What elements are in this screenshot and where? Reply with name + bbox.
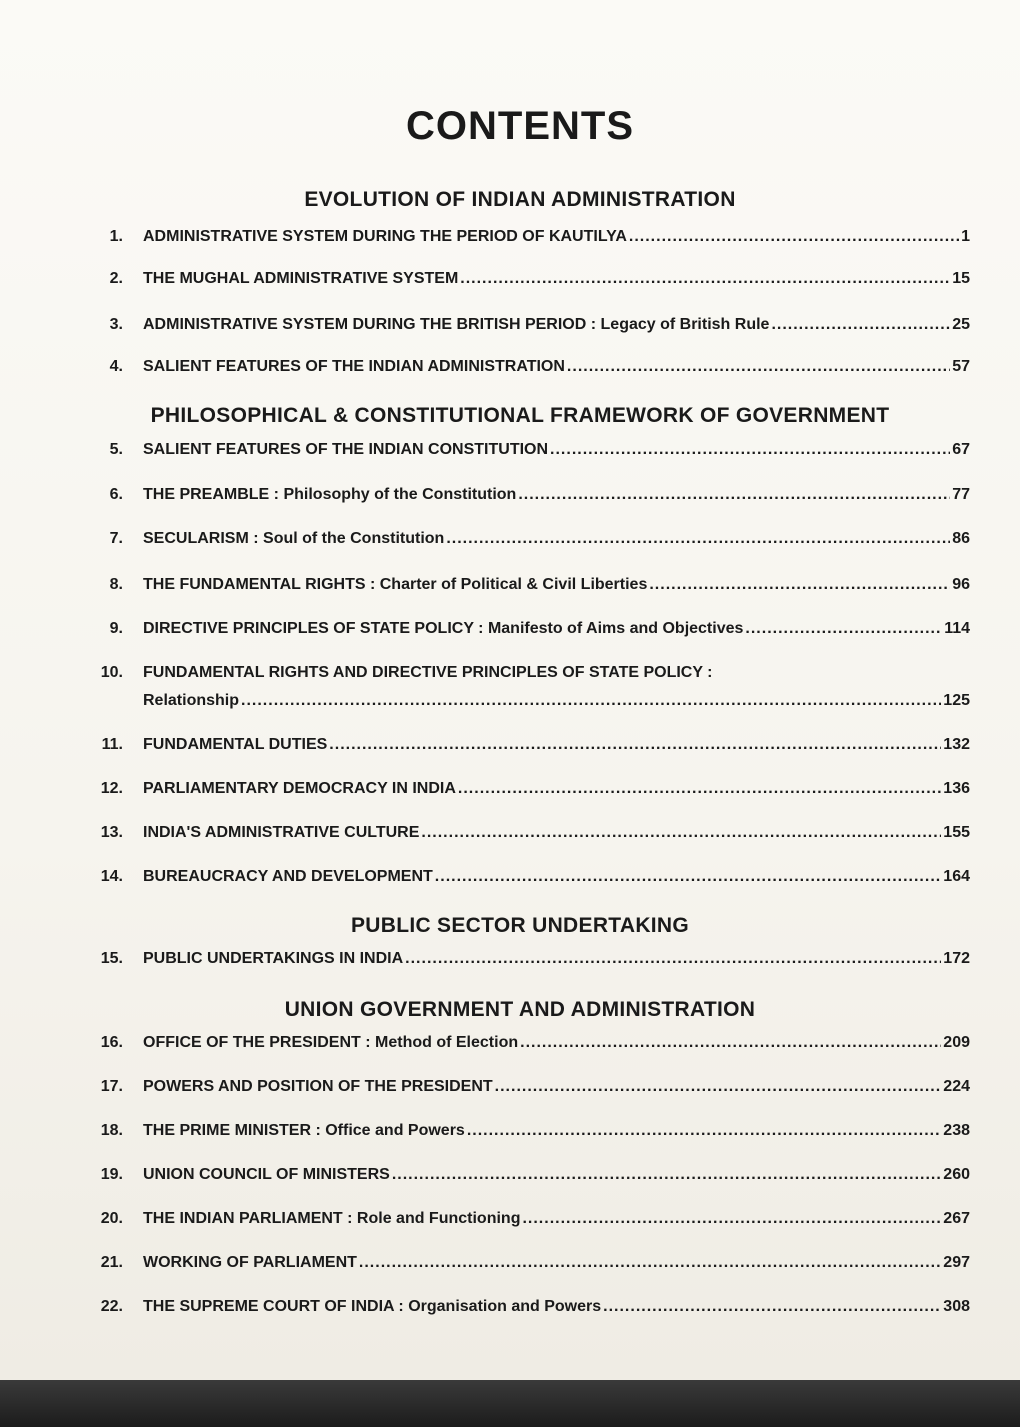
dot-leader [495,1078,942,1096]
entry-page: 15 [952,270,970,287]
entry-page: 86 [952,530,970,547]
entry-title: BUREAUCRACY AND DEVELOPMENT [143,868,433,885]
dot-leader [745,620,942,638]
entry-number: 12. [100,780,123,797]
entry-number: 2. [109,270,123,287]
dot-leader [567,358,950,376]
entry-title: INDIA'S ADMINISTRATIVE CULTURE [143,824,420,841]
entry-subtitle: Method of Election [375,1034,519,1051]
entry-number: 21. [100,1254,123,1271]
dot-leader [359,1254,941,1272]
entry-title: SECULARISM : [143,530,259,547]
entry-page: 96 [952,576,970,593]
section-heading: EVOLUTION OF INDIAN ADMINISTRATION [304,188,736,211]
entry-title: OFFICE OF THE PRESIDENT : [143,1034,371,1051]
entry-number: 17. [100,1078,123,1095]
entry-page: 209 [943,1034,970,1051]
entry-title: PARLIAMENTARY DEMOCRACY IN INDIA [143,780,456,797]
entry-page: 164 [943,868,970,885]
entry-title: THE INDIAN PARLIAMENT : [143,1210,353,1227]
dot-leader [458,780,941,798]
dot-leader [518,486,950,504]
entry-number: 15. [100,950,123,967]
dot-leader [405,950,941,968]
entry-number: 1. [109,228,123,245]
entry-number: 8. [109,576,123,593]
dot-leader [649,576,950,594]
page-title: CONTENTS [406,104,634,148]
dot-leader [392,1166,941,1184]
entry-title: UNION COUNCIL OF MINISTERS [143,1166,390,1183]
entry-title: SALIENT FEATURES OF THE INDIAN CONSTITUTION [143,441,549,458]
entry-number: 4. [109,358,123,375]
entry-title: THE MUGHAL ADMINISTRATIVE SYSTEM [143,270,459,287]
entry-page: 267 [943,1210,970,1227]
dot-leader [435,868,942,886]
dot-leader [550,441,950,459]
entry-page: 132 [943,736,970,753]
entry-page: 260 [943,1166,970,1183]
entry-page: 67 [952,441,970,458]
entry-title: DIRECTIVE PRINCIPLES OF STATE POLICY : [143,620,484,637]
entry-number: 6. [109,486,123,503]
entry-page: 1 [961,228,970,245]
entry-title: FUNDAMENTAL DUTIES [143,736,328,753]
entry-page: 125 [943,692,970,709]
entry-page: 25 [952,316,970,333]
dot-leader [241,692,941,710]
section-heading: PUBLIC SECTOR UNDERTAKING [350,914,690,937]
entry-subtitle: Organisation and Powers [408,1298,602,1315]
entry-title: WORKING OF PARLIAMENT [143,1254,357,1271]
entry-subtitle: Charter of Political & Civil Liberties [379,576,648,593]
entry-number: 20. [100,1210,123,1227]
dot-leader [771,316,950,334]
dot-leader [629,228,959,246]
entry-title: ADMINISTRATIVE SYSTEM DURING THE PERIOD OF KAUTILYA [143,228,627,245]
entry-subtitle: Role and Functioning [356,1210,521,1227]
entry-subtitle: Manifesto of Aims and Objectives [487,620,744,637]
dot-leader [421,824,941,842]
entry-number: 19. [100,1166,123,1183]
entry-title: FUNDAMENTAL RIGHTS AND DIRECTIVE PRINCIPLES OF STATE POLICY : [143,664,713,681]
entry-title: PUBLIC UNDERTAKINGS IN INDIA [143,950,404,967]
entry-number: 18. [100,1122,123,1139]
dot-leader [520,1034,941,1052]
section-heading: PHILOSOPHICAL & CONSTITUTIONAL FRAMEWORK OF GOVERNMENT [150,404,890,427]
scan-edge [0,1380,1020,1427]
entry-page: 238 [943,1122,970,1139]
entry-page: 308 [943,1298,970,1315]
entry-number: 16. [100,1034,123,1051]
entry-number: 5. [109,441,123,458]
entry-subtitle: Office and Powers [325,1122,465,1139]
entry-title: ADMINISTRATIVE SYSTEM DURING THE BRITISH PERIOD : [143,316,597,333]
entry-number: 13. [100,824,123,841]
entry-title: THE FUNDAMENTAL RIGHTS : [143,576,376,593]
entry-subtitle: Relationship [143,692,240,709]
entry-title: THE PREAMBLE : [143,486,279,503]
dot-leader [329,736,941,754]
entry-page: 172 [943,950,970,967]
dot-leader [467,1122,941,1140]
entry-number: 9. [109,620,123,637]
entry-number: 11. [101,736,123,753]
entry-title: THE SUPREME COURT OF INDIA : [143,1298,404,1315]
entry-page: 224 [943,1078,970,1095]
dot-leader [446,530,950,548]
entry-page: 155 [943,824,970,841]
dot-leader [603,1298,941,1316]
entry-subtitle: Philosophy of the Constitution [283,486,517,503]
entry-page: 57 [952,358,970,375]
entry-subtitle: Soul of the Constitution [263,530,445,547]
entry-page: 297 [943,1254,970,1271]
entry-number: 10. [100,664,123,681]
dot-leader [460,270,950,288]
entry-page: 77 [952,486,970,503]
entry-number: 3. [109,316,123,333]
entry-page: 136 [943,780,970,797]
dot-leader [522,1210,941,1228]
entry-number: 22. [100,1298,123,1315]
entry-title: SALIENT FEATURES OF THE INDIAN ADMINISTRATION [143,358,565,375]
entry-subtitle: Legacy of British Rule [600,316,770,333]
entry-title: THE PRIME MINISTER : [143,1122,321,1139]
section-heading: UNION GOVERNMENT AND ADMINISTRATION [284,998,756,1021]
entry-page: 114 [944,620,970,637]
entry-title: POWERS AND POSITION OF THE PRESIDENT [143,1078,493,1095]
entry-number: 7. [109,530,123,547]
entry-number: 14. [100,868,123,885]
